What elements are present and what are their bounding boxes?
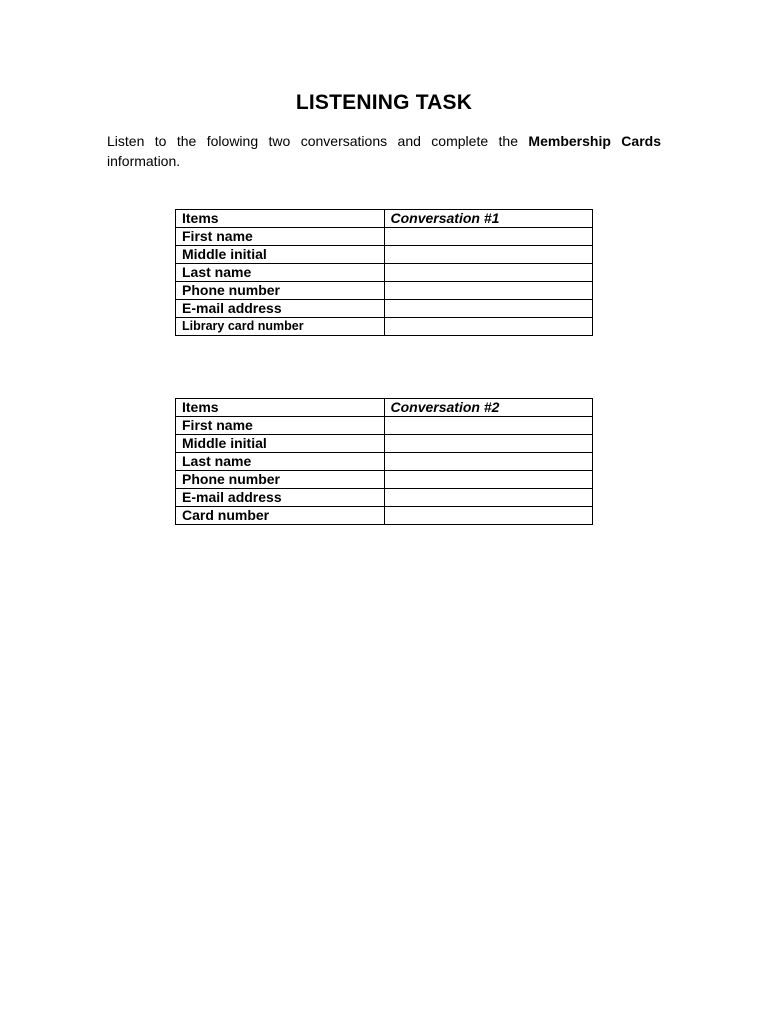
instructions-emphasis: Membership Cards (528, 133, 661, 149)
table-row (176, 282, 593, 300)
table-row (176, 318, 593, 336)
answer-cell[interactable] (384, 264, 593, 282)
row-label: First name (176, 417, 385, 435)
answer-cell[interactable] (384, 300, 593, 318)
row-label: Middle initial (176, 435, 385, 453)
table-row (176, 435, 593, 453)
table-header-row (176, 210, 593, 228)
row-label: E-mail address (176, 300, 385, 318)
instructions-text: Listen to the folowing two conversations and complete the (107, 133, 529, 149)
answer-cell[interactable] (384, 417, 593, 435)
row-label: First name (176, 228, 385, 246)
page-title: LISTENING TASK (295, 91, 473, 114)
instructions-text-end: information. (107, 153, 181, 169)
row-label: Phone number (176, 282, 385, 300)
conversation-header: Conversation #1 (384, 210, 593, 228)
table-row (176, 489, 593, 507)
row-label: Last name (176, 264, 385, 282)
conversation-header: Conversation #2 (384, 399, 593, 417)
table-row (176, 228, 593, 246)
membership-table-conversation-1 (175, 209, 593, 336)
answer-cell[interactable] (384, 471, 593, 489)
answer-cell[interactable] (384, 489, 593, 507)
answer-cell[interactable] (384, 246, 593, 264)
row-label: Card number (176, 507, 385, 525)
row-label: Middle initial (176, 246, 385, 264)
table-row (176, 471, 593, 489)
instructions (107, 131, 661, 171)
table-row (176, 300, 593, 318)
answer-cell[interactable] (384, 228, 593, 246)
answer-cell[interactable] (384, 507, 593, 525)
answer-cell[interactable] (384, 435, 593, 453)
table-row (176, 453, 593, 471)
items-header: Items (176, 399, 385, 417)
answer-cell[interactable] (384, 282, 593, 300)
row-label: Last name (176, 453, 385, 471)
answer-cell[interactable] (384, 318, 593, 336)
items-header: Items (176, 210, 385, 228)
row-label: E-mail address (176, 489, 385, 507)
table-row (176, 246, 593, 264)
table-row (176, 507, 593, 525)
table-row (176, 264, 593, 282)
row-label: Phone number (176, 471, 385, 489)
table-row (176, 417, 593, 435)
membership-table-conversation-2 (175, 398, 593, 525)
answer-cell[interactable] (384, 453, 593, 471)
row-label: Library card number (176, 318, 385, 336)
table-header-row (176, 399, 593, 417)
